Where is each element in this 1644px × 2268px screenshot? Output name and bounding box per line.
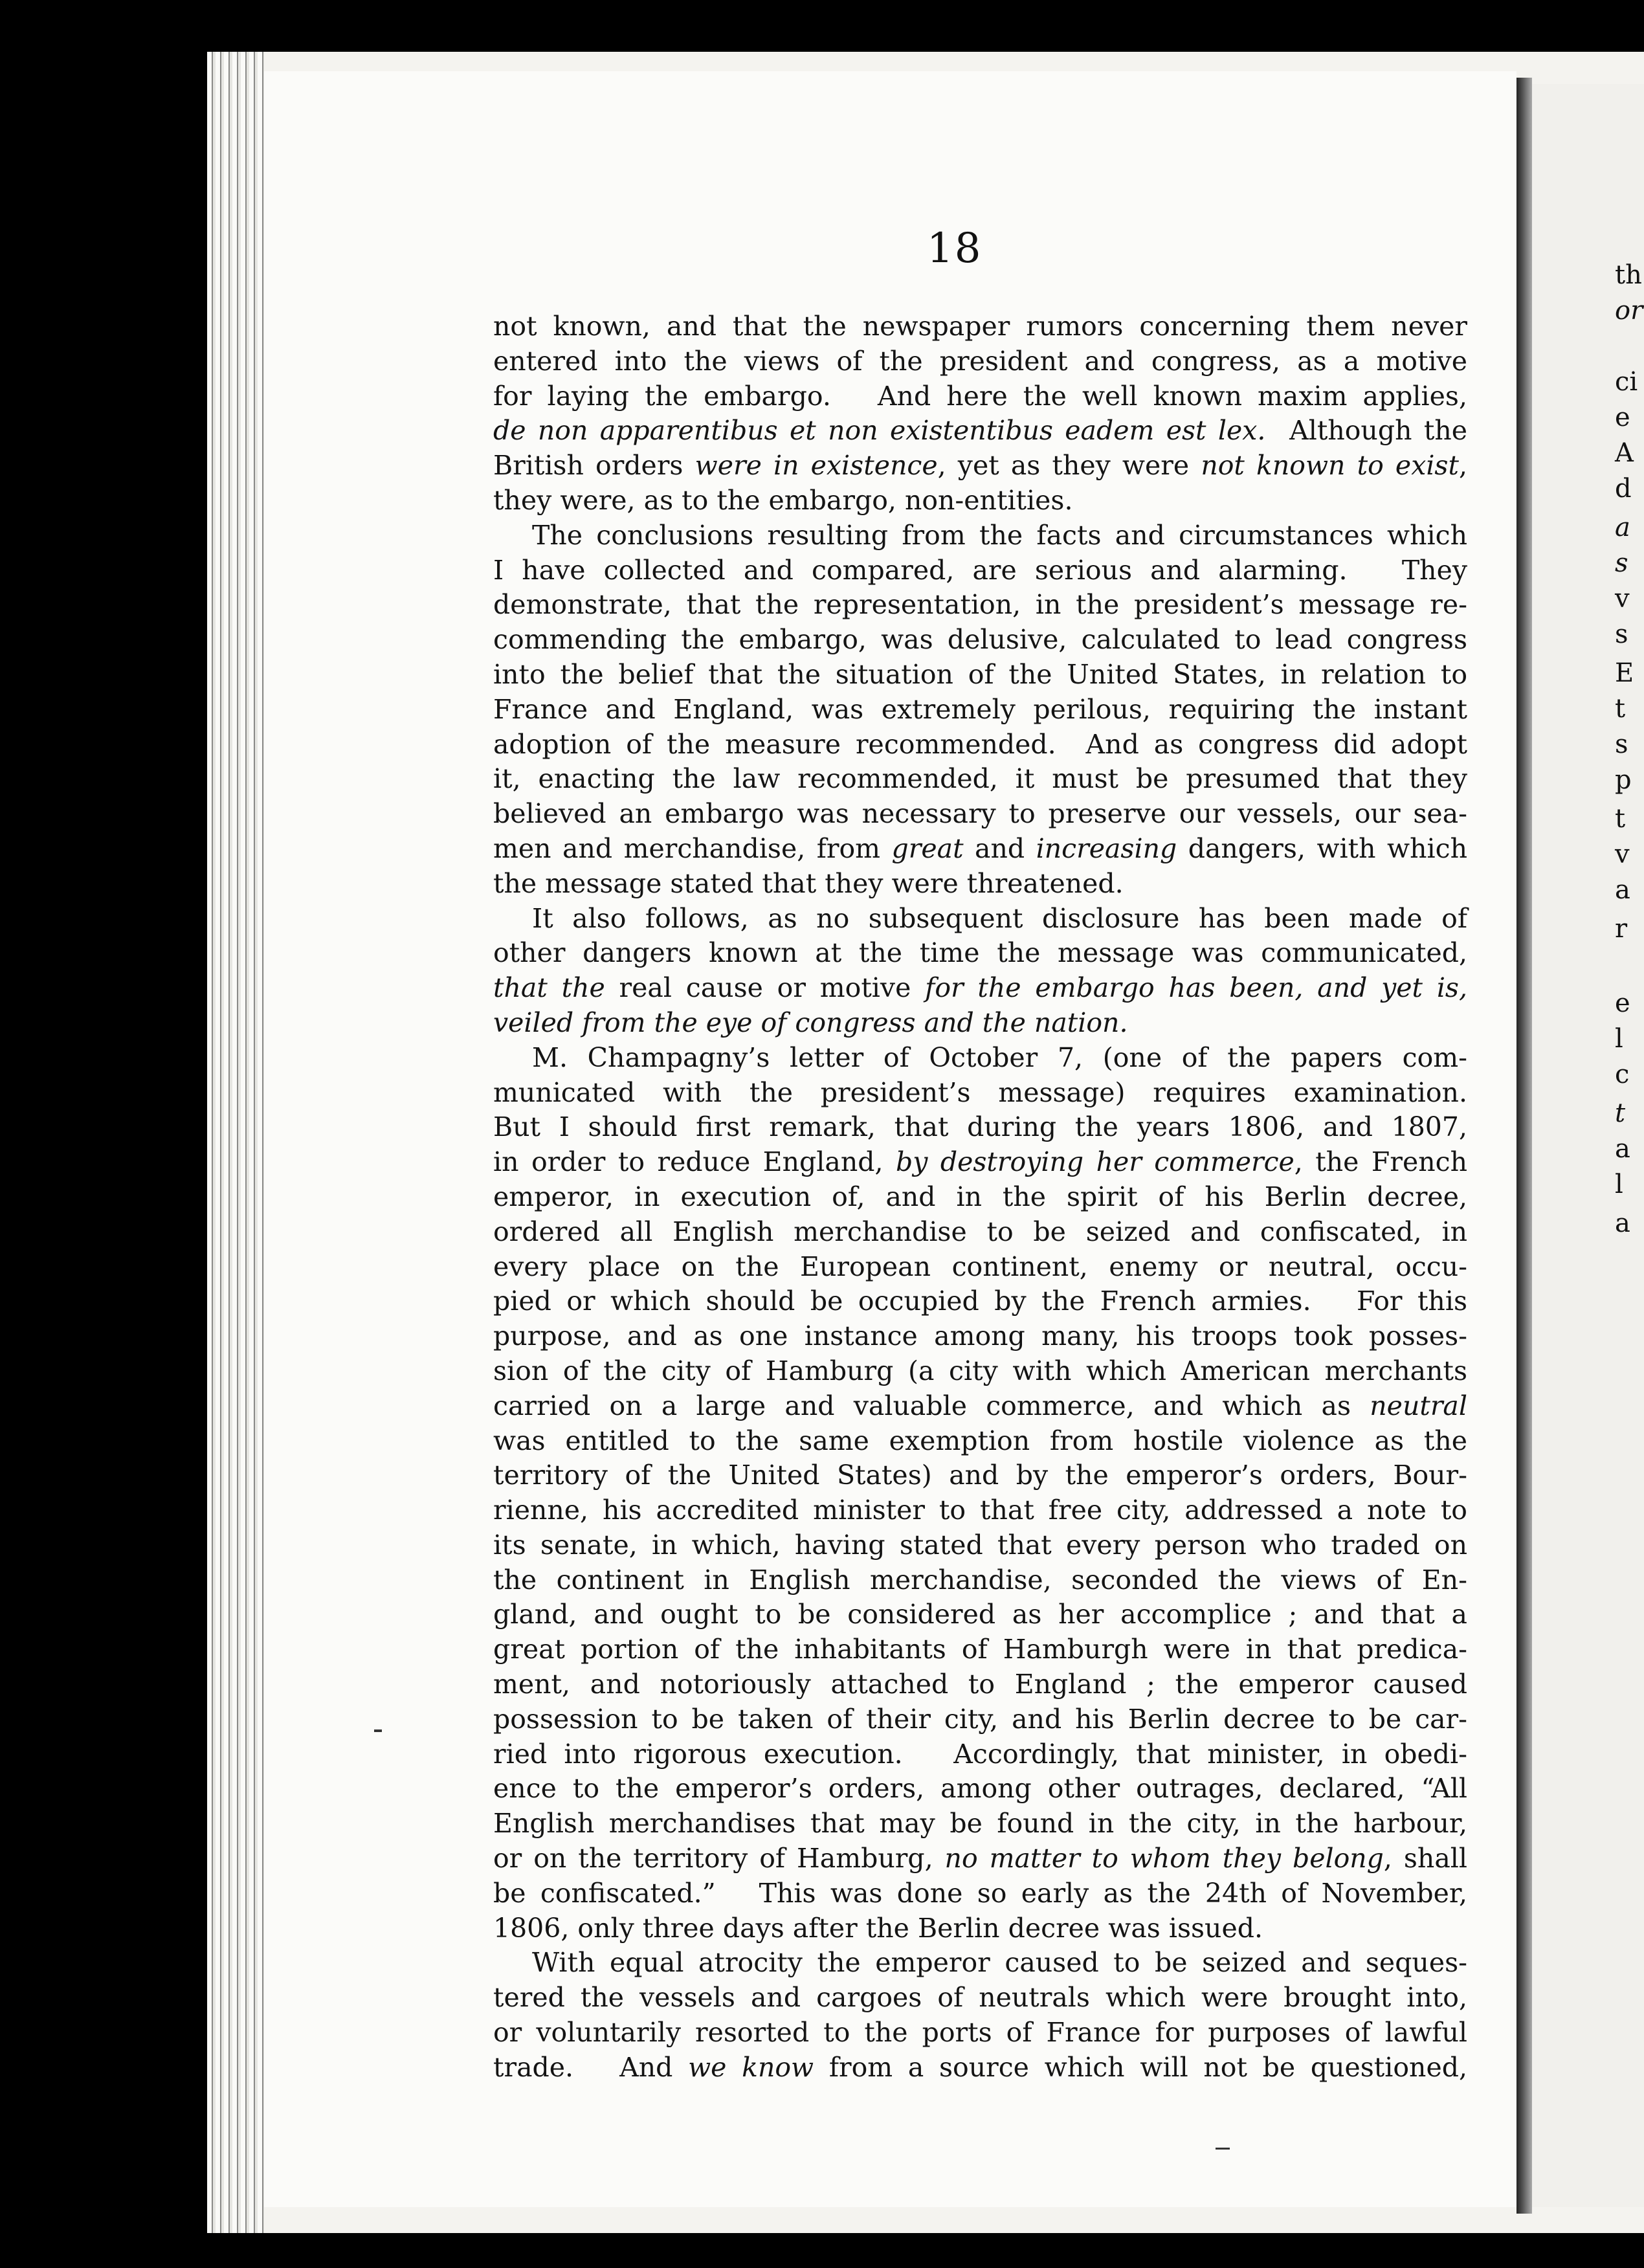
text-line (493, 518, 1467, 553)
text-segment: It also follows, as no subsequent disclosure has been made of (532, 902, 1467, 934)
text-segment: possession to be taken of their city, and his Berlin decree to be car- (493, 1703, 1467, 1735)
text-line (493, 1667, 1467, 1702)
adjacent-page-fragment: ci (1615, 367, 1638, 397)
adjacent-page-fragment: a (1615, 875, 1630, 905)
text-line (493, 693, 1467, 728)
text-line (493, 1041, 1467, 1076)
text-line (493, 1389, 1467, 1424)
text-line (493, 797, 1467, 832)
text-line (493, 1876, 1467, 1911)
text-segment: English merchandises that may be found in the city, in the harbour, (493, 1808, 1467, 1840)
text-line (493, 1354, 1467, 1389)
text-segment: The conclusions resulting from the facts and circumstances which (532, 519, 1467, 551)
adjacent-page (1532, 84, 1644, 2207)
text-segment: ried into rigorous execution. Accordingly, that minister, in obedi- (493, 1738, 1467, 1770)
italic-text: were in existence (694, 450, 938, 482)
text-segment: trade. And (493, 2051, 689, 2083)
italic-text: no matter to whom they belong (944, 1843, 1384, 1874)
text-line (493, 623, 1467, 658)
text-segment: dangers, with which (1177, 832, 1467, 864)
text-segment: the message stated that they were threatened. (493, 867, 1124, 899)
text-segment: other dangers known at the time the message was communicated, (493, 937, 1467, 969)
text-line (493, 1215, 1467, 1250)
italic-text: de non apparentibus et non existentibus eadem est lex. (493, 415, 1266, 447)
text-segment: 1806, only three days after the Berlin decree was issued. (493, 1912, 1263, 1944)
text-segment: municated with the president’s message) requires examination. (493, 1076, 1467, 1108)
text-line (493, 1319, 1467, 1354)
text-line (493, 553, 1467, 588)
adjacent-page-fragment: l (1615, 1170, 1623, 1199)
text-segment: tered the vessels and cargoes of neutrals which were brought into, (493, 1982, 1467, 2014)
text-segment: Although the (1265, 415, 1467, 447)
text-segment: commending the embargo, was delusive, calculated to lead congress (493, 624, 1467, 656)
scan-mark (374, 1729, 382, 1732)
text-line (493, 1772, 1467, 1807)
italic-text: veiled from the eye of congress and the nation. (493, 1006, 1128, 1038)
text-segment: , shall (1383, 1843, 1468, 1874)
text-segment: real cause or motive (605, 972, 926, 1004)
text-segment: territory of the United States) and by the emperor’s orders, Bour- (493, 1460, 1467, 1491)
text-line (493, 832, 1467, 867)
italic-text: not known to exist (1201, 450, 1459, 482)
adjacent-page-fragment: s (1615, 548, 1628, 578)
text-segment: demonstrate, that the representation, in the president’s message re- (493, 589, 1467, 621)
adjacent-page-fragment: v (1615, 839, 1630, 869)
text-segment: rienne, his accredited minister to that free city, addressed a note to (493, 1495, 1467, 1526)
text-line (493, 1284, 1467, 1319)
adjacent-page-fragment: a (1615, 513, 1630, 542)
italic-text: we know (688, 2051, 814, 2083)
text-segment: or voluntarily resorted to the ports of France for purposes of lawful (493, 2017, 1467, 2049)
adjacent-page-fragment: t (1615, 1098, 1626, 1128)
text-line (493, 1946, 1467, 1981)
adjacent-page-fragment: l (1615, 1024, 1623, 1054)
adjacent-page-fragment: or (1615, 296, 1643, 326)
adjacent-page-fragment: t (1615, 804, 1626, 834)
text-segment: in order to reduce England, (493, 1146, 896, 1178)
text-segment: carried on a large and valuable commerce, and which as (493, 1390, 1370, 1421)
text-segment: ment, and notoriously attached to England ; the emperor caused (493, 1669, 1467, 1700)
text-line (493, 658, 1467, 693)
text-line (493, 971, 1467, 1006)
text-segment: gland, and ought to be considered as her accomplice ; and that a (493, 1599, 1467, 1630)
adjacent-page-fragment: c (1615, 1060, 1630, 1089)
text-line (493, 1006, 1467, 1041)
text-segment: I have collected and compared, are serious and alarming. They (493, 554, 1467, 586)
text-segment: ence to the emperor’s orders, among other outrages, declared, “All (493, 1773, 1467, 1805)
adjacent-page-fragment: t (1615, 694, 1626, 724)
text-line (493, 1493, 1467, 1528)
adjacent-page-fragment: d (1615, 474, 1632, 504)
adjacent-page-fragment: e (1615, 988, 1630, 1018)
text-line (493, 902, 1467, 937)
adjacent-page-fragment: s (1615, 619, 1628, 649)
text-segment: was entitled to the same exemption from hostile violence as the (493, 1425, 1467, 1456)
italic-text: great (891, 832, 964, 864)
adjacent-page-fragment: a (1615, 1208, 1630, 1238)
text-line (493, 762, 1467, 797)
text-line (493, 1458, 1467, 1493)
text-segment: and (963, 832, 1036, 864)
text-line (493, 1250, 1467, 1285)
text-line (493, 936, 1467, 971)
adjacent-page-fragment: A (1615, 438, 1634, 468)
adjacent-page-fragment: r (1615, 914, 1628, 944)
adjacent-page-fragment: p (1615, 765, 1632, 795)
text-line (493, 379, 1467, 414)
text-segment: the continent in English merchandise, seconded the views of En- (493, 1564, 1467, 1595)
italic-text: increasing (1036, 832, 1177, 864)
text-segment: ordered all English merchandise to be seized and confiscated, in (493, 1216, 1467, 1247)
text-line (493, 309, 1467, 344)
text-line (493, 1702, 1467, 1737)
text-line (493, 1180, 1467, 1215)
text-line (493, 1145, 1467, 1180)
text-segment: great portion of the inhabitants of Hamburgh were in that predica- (493, 1634, 1467, 1665)
italic-text: that the (493, 972, 605, 1004)
italic-text: neutral (1370, 1390, 1467, 1421)
text-line (493, 344, 1467, 379)
text-segment: be confiscated.” This was done so early as the 24th of November, (493, 1877, 1467, 1909)
adjacent-page-fragment: e (1615, 403, 1630, 432)
italic-text: for the embargo has been, and yet is, (925, 972, 1468, 1004)
text-segment: into the belief that the situation of the United States, in relation to (493, 658, 1467, 690)
page-number: 18 (927, 225, 983, 272)
text-segment: , (1458, 450, 1467, 482)
text-segment: pied or which should be occupied by the French armies. For this (493, 1285, 1467, 1317)
adjacent-page-fragment: a (1615, 1134, 1630, 1164)
text-segment: emperor, in execution of, and in the spirit of his Berlin decree, (493, 1181, 1467, 1212)
text-line (493, 1807, 1467, 1841)
text-line (493, 1911, 1467, 1946)
text-segment: every place on the European continent, enemy or neutral, occu- (493, 1251, 1467, 1282)
text-segment: sion of the city of Hamburg (a city with which American merchants (493, 1355, 1467, 1386)
text-segment: from a source which will not be questioned, (814, 2051, 1468, 2083)
text-line (493, 1528, 1467, 1563)
text-segment: or on the territory of Hamburg, (493, 1843, 945, 1874)
text-segment: M. Champagny’s letter of October 7, (one of the papers com- (532, 1041, 1467, 1073)
text-segment: entered into the views of the president and congress, as a motive (493, 345, 1467, 377)
text-line (493, 588, 1467, 623)
text-line (493, 1076, 1467, 1111)
adjacent-page-fragment: E (1615, 658, 1634, 688)
text-line (493, 1597, 1467, 1632)
text-segment: for laying the embargo. And here the well known maxim applies, (493, 380, 1467, 412)
book-gutter (1516, 78, 1532, 2214)
italic-text: by destroying her commerce (895, 1146, 1294, 1178)
adjacent-page-fragment: s (1615, 729, 1628, 759)
text-segment: its senate, in which, having stated that every person who traded on (493, 1529, 1467, 1561)
text-line (493, 1632, 1467, 1667)
text-line (493, 2051, 1467, 2085)
text-line (493, 1737, 1467, 1772)
adjacent-page-fragment: th (1615, 260, 1642, 290)
text-segment: But I should first remark, that during the years 1806, and 1807, (493, 1111, 1467, 1143)
text-line (493, 1110, 1467, 1145)
text-segment: , the French (1294, 1146, 1467, 1178)
text-line (493, 414, 1467, 449)
text-segment: not known, and that the newspaper rumors concerning them never (493, 311, 1467, 342)
page-edges (207, 52, 264, 2233)
text-segment: men and merchandise, from (493, 832, 892, 864)
text-line (493, 867, 1467, 902)
text-segment: they were, as to the embargo, non-entities. (493, 484, 1073, 516)
text-segment: it, enacting the law recommended, it must be presumed that they (493, 763, 1467, 795)
text-segment: believed an embargo was necessary to preserve our vessels, our sea- (493, 798, 1467, 830)
adjacent-page-fragment: v (1615, 584, 1630, 614)
text-line (493, 1563, 1467, 1598)
text-line (493, 1841, 1467, 1876)
body-text (493, 309, 1467, 2085)
scan-mark (1216, 2148, 1230, 2150)
text-line (493, 728, 1467, 762)
text-line (493, 1981, 1467, 2016)
text-line (493, 484, 1467, 518)
text-line (493, 1424, 1467, 1459)
text-segment: With equal atrocity the emperor caused to be seized and seques- (532, 1947, 1467, 1979)
text-segment: adoption of the measure recommended. And as congress did adopt (493, 728, 1467, 760)
text-segment: purpose, and as one instance among many, his troops took posses- (493, 1320, 1467, 1352)
text-line (493, 2016, 1467, 2051)
text-segment: , yet as they were (937, 450, 1201, 482)
text-segment: France and England, was extremely perilous, requiring the instant (493, 693, 1467, 725)
text-segment: British orders (493, 450, 695, 482)
text-line (493, 449, 1467, 484)
